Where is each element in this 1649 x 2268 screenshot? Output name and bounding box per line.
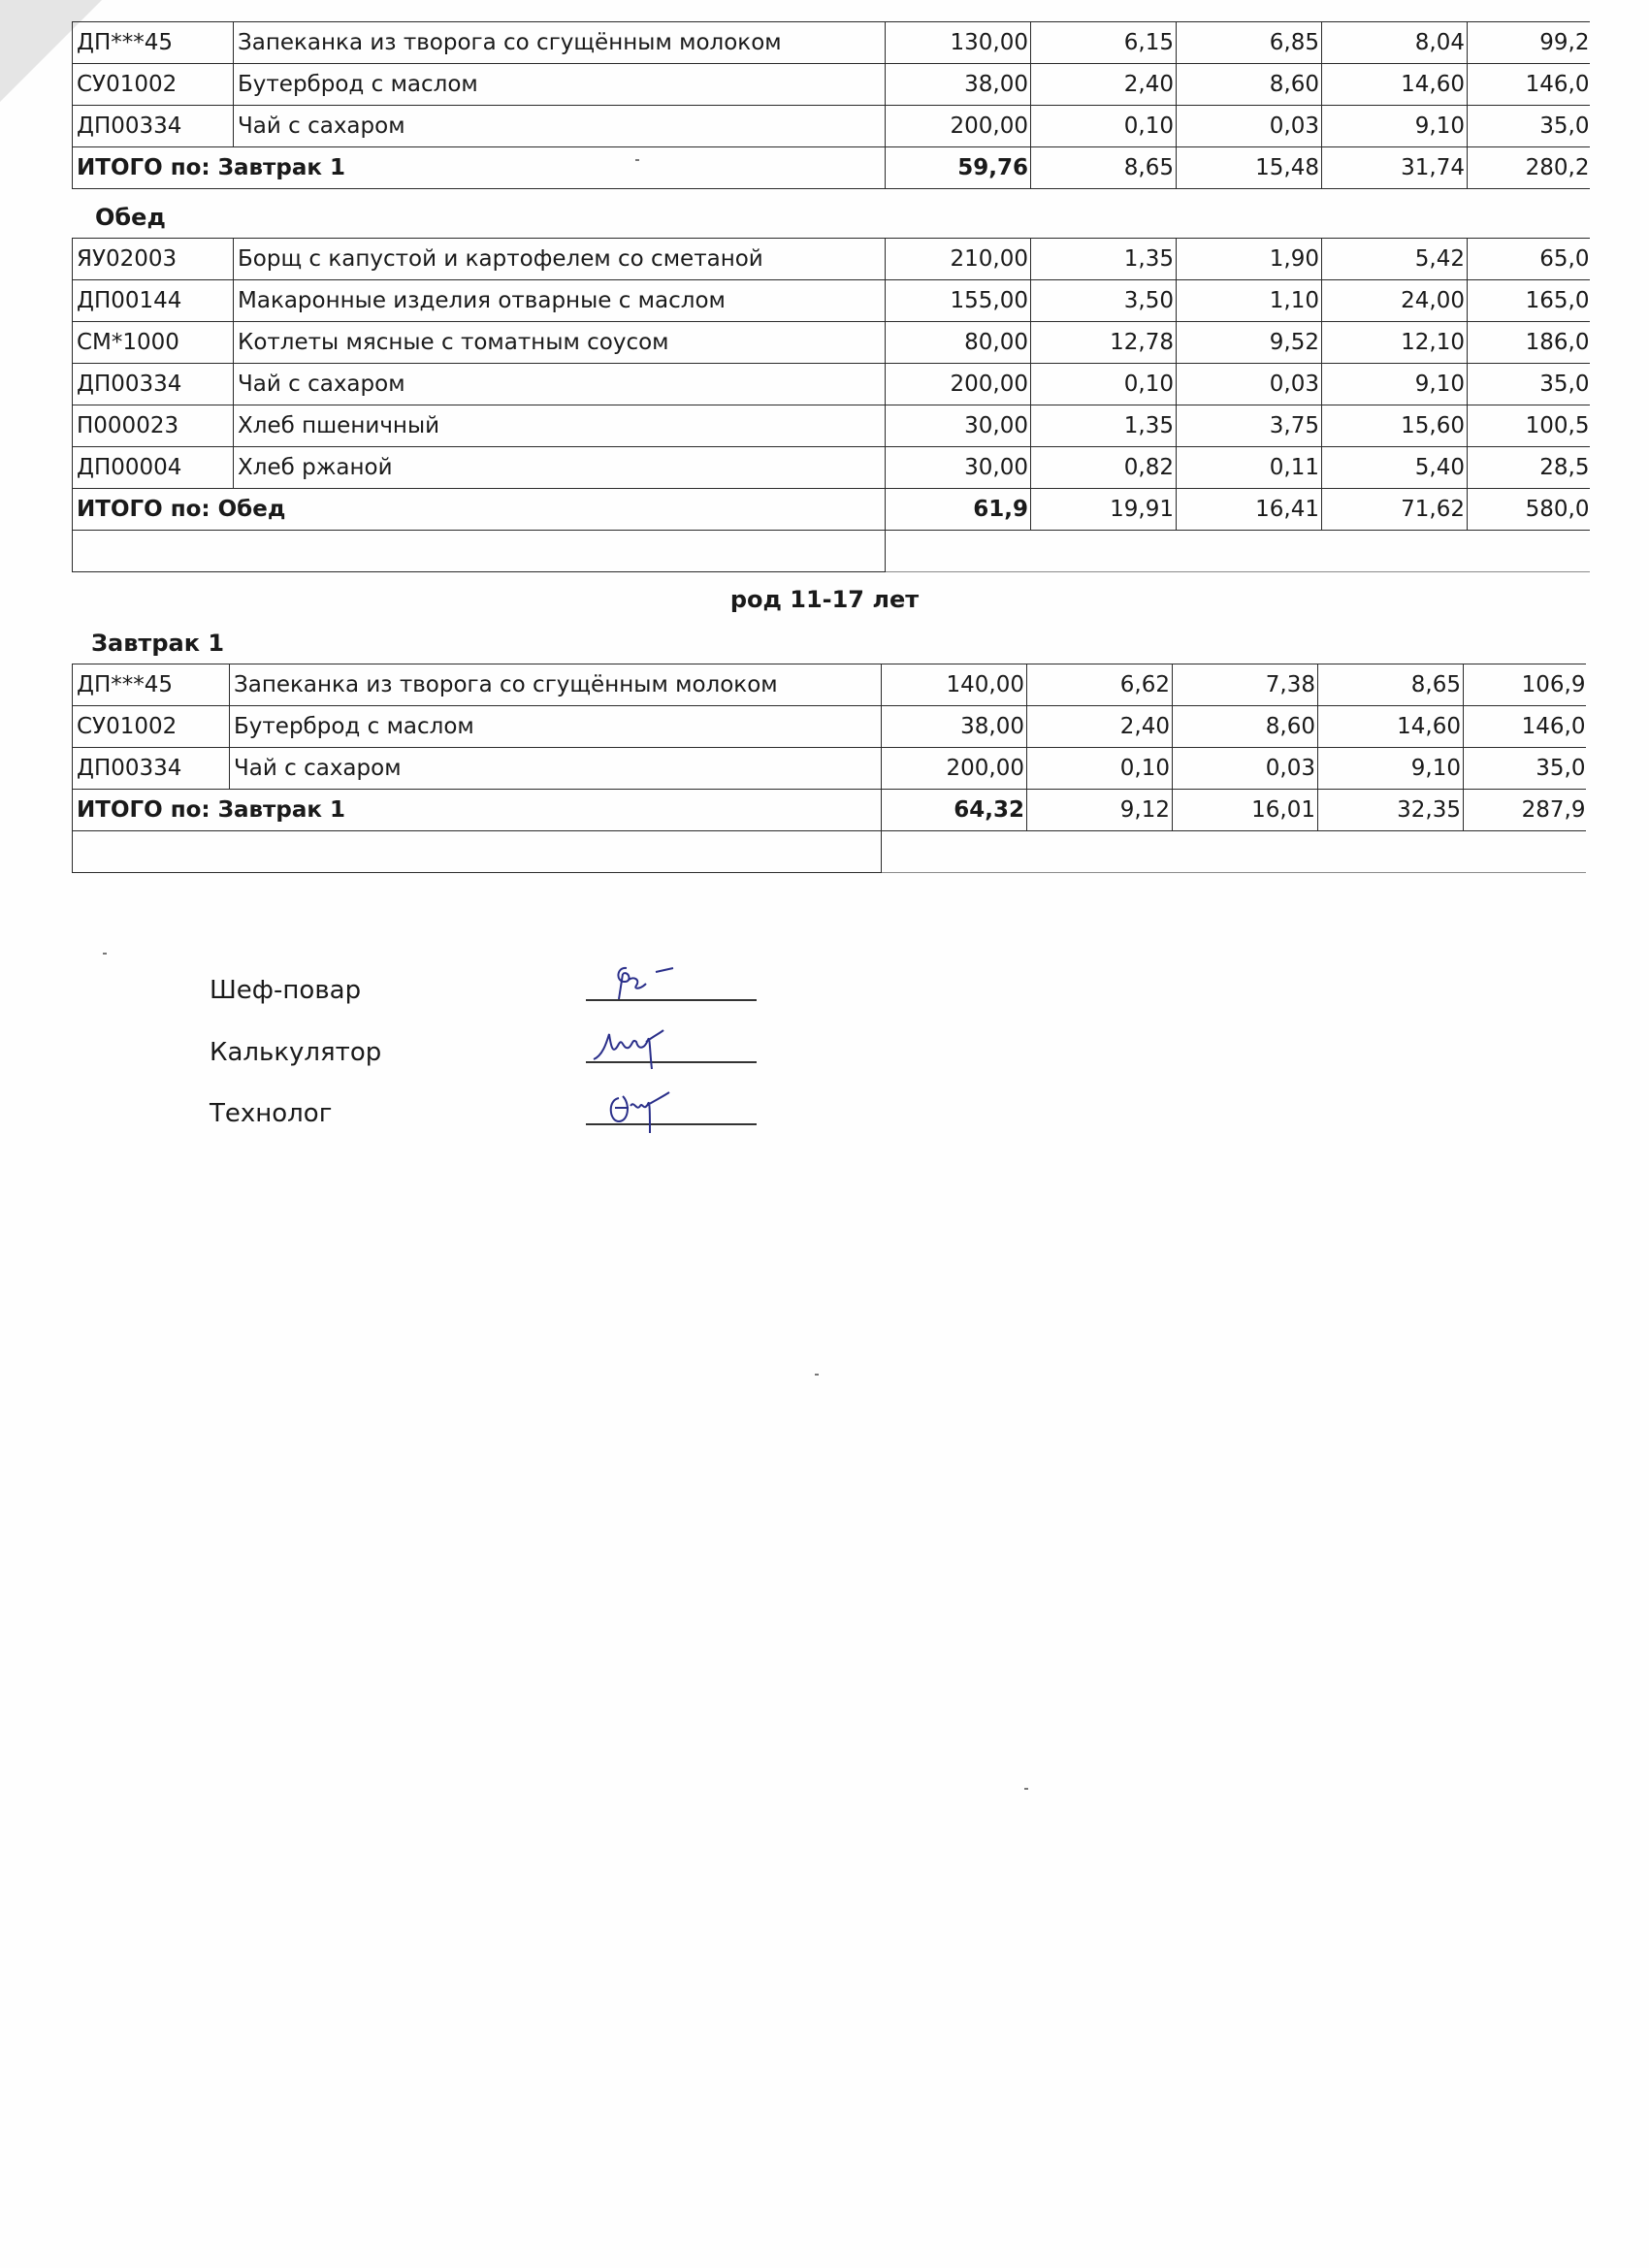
dish-kcal: 99,2 [1468,22,1590,64]
blank-row [73,531,1590,572]
dish-protein: 0,10 [1031,106,1177,147]
dish-code: СУ01002 [73,64,234,106]
dish-carbs: 9,10 [1322,364,1468,405]
blank-cell-open [886,531,1590,572]
dish-carbs: 15,60 [1322,405,1468,447]
breakfast-table-continued [72,21,1590,189]
total-price: 61,9 [886,489,1031,531]
dish-kcal: 186,0 [1468,322,1590,364]
dish-fat: 3,75 [1177,405,1322,447]
dish-name: Борщ с капустой и картофелем со сметаной [234,239,886,280]
table-row [73,106,1590,147]
table-row [73,447,1590,489]
table-row [73,280,1590,322]
total-protein: 8,65 [1031,147,1177,189]
scan-speck [1024,1788,1028,1790]
blank-cell [73,831,882,873]
scan-speck [815,1374,819,1376]
dish-code: СУ01002 [73,706,230,748]
dish-weight: 38,00 [882,706,1027,748]
blank-cell-open [882,831,1586,873]
dish-fat: 8,60 [1177,64,1322,106]
dish-protein: 1,35 [1031,405,1177,447]
total-protein: 19,91 [1031,489,1177,531]
section-title-breakfast: Завтрак 1 [91,630,225,657]
dish-code: П000023 [73,405,234,447]
dish-carbs: 9,10 [1318,748,1464,790]
total-fat: 15,48 [1177,147,1322,189]
dish-name: Чай с сахаром [234,106,886,147]
dish-carbs: 12,10 [1322,322,1468,364]
dish-protein: 2,40 [1031,64,1177,106]
total-label: ИТОГО по: Завтрак 1 [73,790,882,831]
dish-carbs: 9,10 [1322,106,1468,147]
dish-weight: 80,00 [886,322,1031,364]
dish-kcal: 100,5 [1468,405,1590,447]
blank-row [73,831,1586,873]
dish-code: ДП***45 [73,664,230,706]
dish-name: Хлеб пшеничный [234,405,886,447]
table-row [73,322,1590,364]
dish-kcal: 65,0 [1468,239,1590,280]
total-label: ИТОГО по: Завтрак 1 [73,147,886,189]
dish-kcal: 35,0 [1468,106,1590,147]
signature-role-calculator: Калькулятор [210,1038,382,1067]
dish-fat: 8,60 [1173,706,1318,748]
table-row [73,664,1586,706]
dish-code: ДП00334 [73,364,234,405]
dish-name: Чай с сахаром [234,364,886,405]
total-row [73,489,1590,531]
signature-role-chef: Шеф-повар [210,976,362,1005]
dish-name: Запеканка из творога со сгущённым молоком [234,22,886,64]
table-row [73,706,1586,748]
dish-protein: 12,78 [1031,322,1177,364]
total-protein: 9,12 [1027,790,1173,831]
dish-fat: 9,52 [1177,322,1322,364]
dish-name: Макаронные изделия отварные с маслом [234,280,886,322]
dish-carbs: 8,65 [1318,664,1464,706]
table-row [73,405,1590,447]
dish-kcal: 146,0 [1464,706,1586,748]
total-fat: 16,41 [1177,489,1322,531]
signature-technologist [580,1079,755,1137]
total-label: ИТОГО по: Обед [73,489,886,531]
total-carbs: 31,74 [1322,147,1468,189]
dish-weight: 200,00 [886,364,1031,405]
scan-speck [103,953,107,955]
table-row [73,748,1586,790]
dish-weight: 155,00 [886,280,1031,322]
total-row [73,147,1590,189]
dish-carbs: 14,60 [1322,64,1468,106]
dish-kcal: 165,0 [1468,280,1590,322]
dish-code: ДП00004 [73,447,234,489]
scan-speck [635,159,639,161]
dish-weight: 130,00 [886,22,1031,64]
dish-fat: 0,11 [1177,447,1322,489]
dish-weight: 200,00 [886,106,1031,147]
dish-kcal: 35,0 [1468,364,1590,405]
dish-name: Бутерброд с маслом [234,64,886,106]
dish-carbs: 24,00 [1322,280,1468,322]
section-title-lunch: Обед [95,204,166,231]
dish-protein: 1,35 [1031,239,1177,280]
dish-carbs: 5,40 [1322,447,1468,489]
signature-calculator [580,1021,755,1075]
total-row [73,790,1586,831]
total-price: 59,76 [886,147,1031,189]
menu-table [72,238,1590,572]
dish-fat: 0,03 [1173,748,1318,790]
dish-code: ДП***45 [73,22,234,64]
lunch-table [72,238,1590,572]
dish-kcal: 146,0 [1468,64,1590,106]
dish-protein: 0,82 [1031,447,1177,489]
dish-code: ДП00334 [73,748,230,790]
total-kcal: 580,0 [1468,489,1590,531]
total-price: 64,32 [882,790,1027,831]
dish-weight: 30,00 [886,447,1031,489]
dish-weight: 38,00 [886,64,1031,106]
table-row [73,239,1590,280]
dish-name: Бутерброд с маслом [230,706,882,748]
table-row [73,64,1590,106]
table-row [73,22,1590,64]
dish-code: СМ*1000 [73,322,234,364]
total-kcal: 280,2 [1468,147,1590,189]
dish-code: ДП00334 [73,106,234,147]
dish-weight: 200,00 [882,748,1027,790]
dish-protein: 6,62 [1027,664,1173,706]
dish-name: Котлеты мясные с томатным соусом [234,322,886,364]
dish-weight: 140,00 [882,664,1027,706]
dish-weight: 210,00 [886,239,1031,280]
dish-carbs: 14,60 [1318,706,1464,748]
breakfast-table [72,664,1586,873]
dish-protein: 0,10 [1027,748,1173,790]
dish-fat: 1,90 [1177,239,1322,280]
dish-fat: 0,03 [1177,106,1322,147]
dish-protein: 6,15 [1031,22,1177,64]
dish-carbs: 8,04 [1322,22,1468,64]
dish-weight: 30,00 [886,405,1031,447]
dish-carbs: 5,42 [1322,239,1468,280]
menu-table [72,21,1590,189]
age-group-title: род 11-17 лет [729,586,920,613]
blank-cell [73,531,886,572]
table-row [73,364,1590,405]
dish-fat: 1,10 [1177,280,1322,322]
total-carbs: 32,35 [1318,790,1464,831]
total-kcal: 287,9 [1464,790,1586,831]
dish-name: Чай с сахаром [230,748,882,790]
dish-kcal: 106,9 [1464,664,1586,706]
dish-code: ДП00144 [73,280,234,322]
dish-protein: 3,50 [1031,280,1177,322]
dish-kcal: 28,5 [1468,447,1590,489]
signature-role-technologist: Технолог [210,1099,333,1128]
total-carbs: 71,62 [1322,489,1468,531]
signature-chef [580,960,755,1009]
dish-fat: 6,85 [1177,22,1322,64]
dish-fat: 0,03 [1177,364,1322,405]
dish-kcal: 35,0 [1464,748,1586,790]
dish-fat: 7,38 [1173,664,1318,706]
dish-code: ЯУ02003 [73,239,234,280]
dish-protein: 2,40 [1027,706,1173,748]
dish-protein: 0,10 [1031,364,1177,405]
dish-name: Запеканка из творога со сгущённым молоком [230,664,882,706]
total-fat: 16,01 [1173,790,1318,831]
menu-table [72,664,1586,873]
dish-name: Хлеб ржаной [234,447,886,489]
